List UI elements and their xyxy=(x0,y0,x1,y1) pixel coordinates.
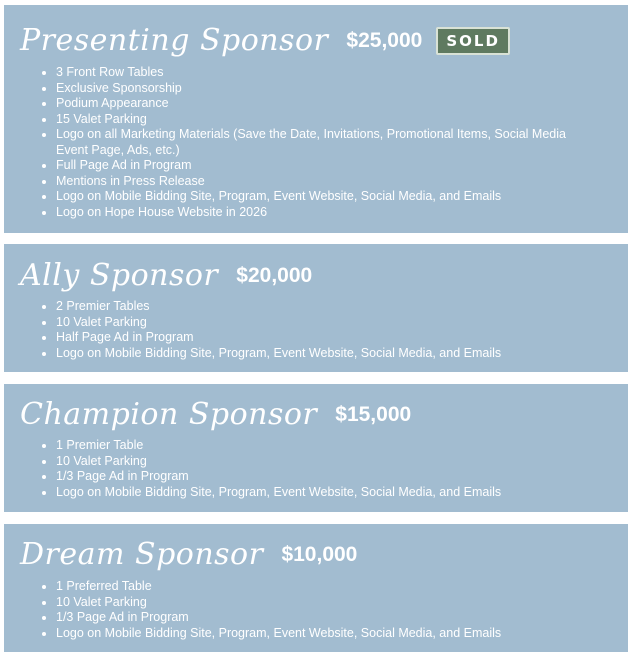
benefit-item: • Logo on Mobile Bidding Site, Program, Event Website, Social Media, and Emails xyxy=(56,485,598,501)
sponsor-header xyxy=(20,23,510,58)
benefits-list xyxy=(38,579,598,641)
benefit-item: • 10 Valet Parking xyxy=(56,315,598,331)
sponsor-header xyxy=(20,537,357,572)
sold-badge: SOLD xyxy=(436,27,510,55)
sponsor-title: Champion Sponsor xyxy=(20,397,318,432)
benefit-item: • Exclusive Sponsorship xyxy=(56,81,598,97)
sponsor-card-dream xyxy=(4,524,628,652)
benefit-item: • Half Page Ad in Program xyxy=(56,330,598,346)
benefit-item: • 1/3 Page Ad in Program xyxy=(56,469,598,485)
sponsor-title: Dream Sponsor xyxy=(20,537,264,572)
benefit-item: • Podium Appearance xyxy=(56,96,598,112)
benefit-item: • 3 Front Row Tables xyxy=(56,65,598,81)
benefit-item: • Mentions in Press Release xyxy=(56,174,598,190)
sponsor-header xyxy=(20,258,312,293)
sponsor-price: $10,000 xyxy=(281,542,358,566)
benefit-item: • 1 Preferred Table xyxy=(56,579,598,595)
sponsor-header xyxy=(20,397,411,432)
benefit-item: • 2 Premier Tables xyxy=(56,299,598,315)
benefit-item: • Logo on all Marketing Materials (Save the Date, Invitations, Promotional Items, Social Media Event Page, Ads, etc.) xyxy=(56,127,598,158)
sponsor-card-ally xyxy=(4,244,628,372)
sponsor-title: Ally Sponsor xyxy=(20,258,219,293)
sponsor-price: $25,000 xyxy=(346,28,423,52)
benefit-item: • 1/3 Page Ad in Program xyxy=(56,610,598,626)
sponsor-card-presenting xyxy=(4,5,628,233)
benefit-item: • Logo on Mobile Bidding Site, Program, Event Website, Social Media, and Emails xyxy=(56,189,598,205)
benefit-item: • 15 Valet Parking xyxy=(56,112,598,128)
benefit-item: • 10 Valet Parking xyxy=(56,454,598,470)
benefits-list xyxy=(38,299,598,361)
benefit-item: • 10 Valet Parking xyxy=(56,595,598,611)
benefits-list xyxy=(38,65,598,220)
sponsor-card-champion xyxy=(4,384,628,512)
benefit-item: • 1 Premier Table xyxy=(56,438,598,454)
sponsor-title: Presenting Sponsor xyxy=(20,23,329,58)
sponsor-price: $15,000 xyxy=(335,402,412,426)
sponsor-price: $20,000 xyxy=(236,263,313,287)
benefit-item: • Logo on Mobile Bidding Site, Program, Event Website, Social Media, and Emails xyxy=(56,626,598,642)
benefit-item: • Logo on Mobile Bidding Site, Program, Event Website, Social Media, and Emails xyxy=(56,346,598,362)
benefit-item: • Full Page Ad in Program xyxy=(56,158,598,174)
benefit-item: • Logo on Hope House Website in 2026 xyxy=(56,205,598,221)
benefits-list xyxy=(38,438,598,500)
